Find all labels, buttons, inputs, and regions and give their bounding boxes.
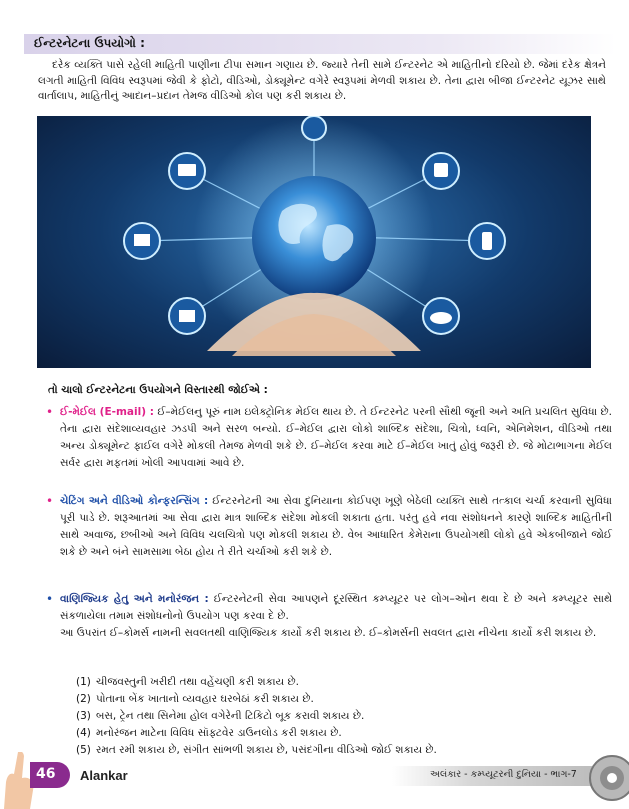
ecommerce-list [76, 674, 596, 759]
list-item: (4) મનોરંજન માટેના વિવિધ સૉફ્ટવેર ડાઉનલોડ કરી શકાય છે. [76, 727, 342, 739]
globe-icon [252, 176, 376, 300]
section-email [46, 404, 612, 472]
page-number: 46 [36, 766, 56, 782]
bullet-icon: • [46, 405, 54, 419]
section-text: ઈન્ટરનેટની આ સેવા દુનિયાના કોઈપણ ખૂણે બેઠેલી વ્યક્તિ સાથે તત્કાલ ચર્ચા કરવાની સુવિધા પૂરી પાડે છે. શરૂઆતમાં આ સેવા દ્વારા માત્ર શાબ્દિક સંદેશા મોકલી શકાતા હતા. પરંતુ હવે નવા સંશોધનને કારણે શાબ્દિક માહિતીની સાથે અવાજ, છબીઓ અને વિવિધ ચલચિત્રો પણ મોકલી શકાય છે. વેબ આધારિત કેમેરાના ઉપયોગથી લોકો હવે એકબીજાને જોઈ શકે છે અને બંને સામસામા બેઠા હોય તે રીતે ચર્ચાઓ કરી શકે છે. [60, 495, 612, 558]
bullet-icon: • [46, 592, 54, 606]
phone-icon [482, 232, 492, 250]
list-item: (2) પોતાના બેંક ખાતાનો વ્યવહાર ઘરબેઠાં કરી શકાય છે. [76, 693, 314, 705]
network-icon [179, 310, 195, 322]
section-text: ઈન્ટરનેટની સેવા આપણને દૂરસ્થિત કમ્પ્યૂટર પર લોગ–ઓન થવા દે છે અને કમ્પ્યૂટર સાથે સંકળાયેલા તમામ સંશોધનોનો ઉપયોગ પણ કરવા દે છે. [60, 593, 612, 622]
cloud-icon [430, 312, 452, 324]
section-heading-bar [24, 34, 616, 54]
section-term: ઈ-મેઈલ (E-mail) : [60, 406, 154, 418]
intro-text: દરેક વ્યક્તિ પાસે રહેલી માહિતી પાણીના ટીપા સમાન ગણાય છે. જ્યારે તેની સામે ઈન્ટરનેટ એ માહિતીનો દરિયો છે. જેમાં દરેક ક્ષેત્રને લગતી માહિતી વિવિધ સ્વરૂપમાં જેવી કે ફોટો, વીડિઓ, ડોક્યૂમેન્ટ વગેરે સ્વરૂપમાં મેળવી શકાય છે. તેના દ્વારા બીજા ઈન્ટરનેટ યૂઝર સાથે વાર્તાલાપ, માહિતીનું આદાન–પ્રદાન તેમજ વીડિઓ કોલ પણ કરી શકાય છે. [38, 59, 606, 102]
hero-illustration [37, 116, 591, 368]
page-footer [0, 752, 629, 809]
list-item: (3) બસ, ટ્રેન તથા સિનેમા હોલ વગેરેની ટિકિટો બૂક કરાવી શકાય છે. [76, 710, 365, 722]
brand-logo: Alankar [80, 768, 128, 783]
intro-paragraph [38, 58, 606, 118]
section-heading: ઈન્ટરનેટના ઉપયોગો : [34, 36, 145, 50]
internet-hero-image [37, 116, 591, 368]
section-text: ઈ–મેઈલનુ પૂરું નામ ઇલેક્ટ્રોનિક મેઈલ થાય છે. તે ઈન્ટરનેટ પરની સૌથી જૂની અને અતિ પ્રચલિત સુવિધા છે. તેના દ્વારા સંદેશાવ્યવહાર ઝડપી અને સરળ બન્યો. ઈ–મેઈલ દ્વારા લોકો શાબ્દિક સંદેશા, ચિત્રો, ધ્વનિ, એનિમેશન, વીડિઓ તથા અન્ય ડોક્યૂમેન્ટ ફાઈલ વગેરે મોકલી તેમજ મેળવી શકે છે. ઈ–મેઈલ કરવા માટે ઈ–મેઈલ ખાતું હોવું જરૂરી છે. જે મોટાભાગના મેઈલ સર્વર દ્વારા મફતમાં ખોલી આપવામાં આવે છે. [60, 406, 612, 469]
section-chatting [46, 493, 612, 561]
bullet-icon: • [46, 494, 54, 508]
subheading: તો ચાલો ઈન્ટરનેટના ઉપયોગને વિસ્તારથી જોઈએ : [48, 384, 268, 396]
section-term: ચેટિંગ અને વીડિઓ કોન્ફરન્સિંગ : [60, 495, 209, 507]
cd-icon [586, 752, 629, 809]
book-title: અલંકાર - કમ્પ્યૂટરની દુનિયા - ભાગ-7 [430, 769, 577, 780]
list-item: (5) રમત રમી શકાય છે, સંગીત સાંભળી શકાય છે, પસંદગીના વીડિઓ જોઈ શકાય છે. [76, 744, 437, 756]
monitor-icon [434, 163, 448, 177]
list-item: (1) ચીજવસ્તુની ખરીદી તથા વહેંચણી કરી શકાય છે. [76, 676, 299, 688]
laptop-icon [178, 164, 196, 176]
section-commerce [46, 591, 612, 642]
section-text-extra: આ ઉપરાંત ઈ–કોમર્સ નામની સવલતથી વાણિજ્યિક કાર્યો કરી શકાય છે. ઈ–કોમર્સની સવલત દ્વારા નીચેના કાર્યો કરી શકાય છે. [60, 627, 597, 639]
chat-icon [134, 234, 150, 246]
section-term: વાણિજ્યિક હેતુ અને મનોરંજન : [60, 593, 209, 605]
